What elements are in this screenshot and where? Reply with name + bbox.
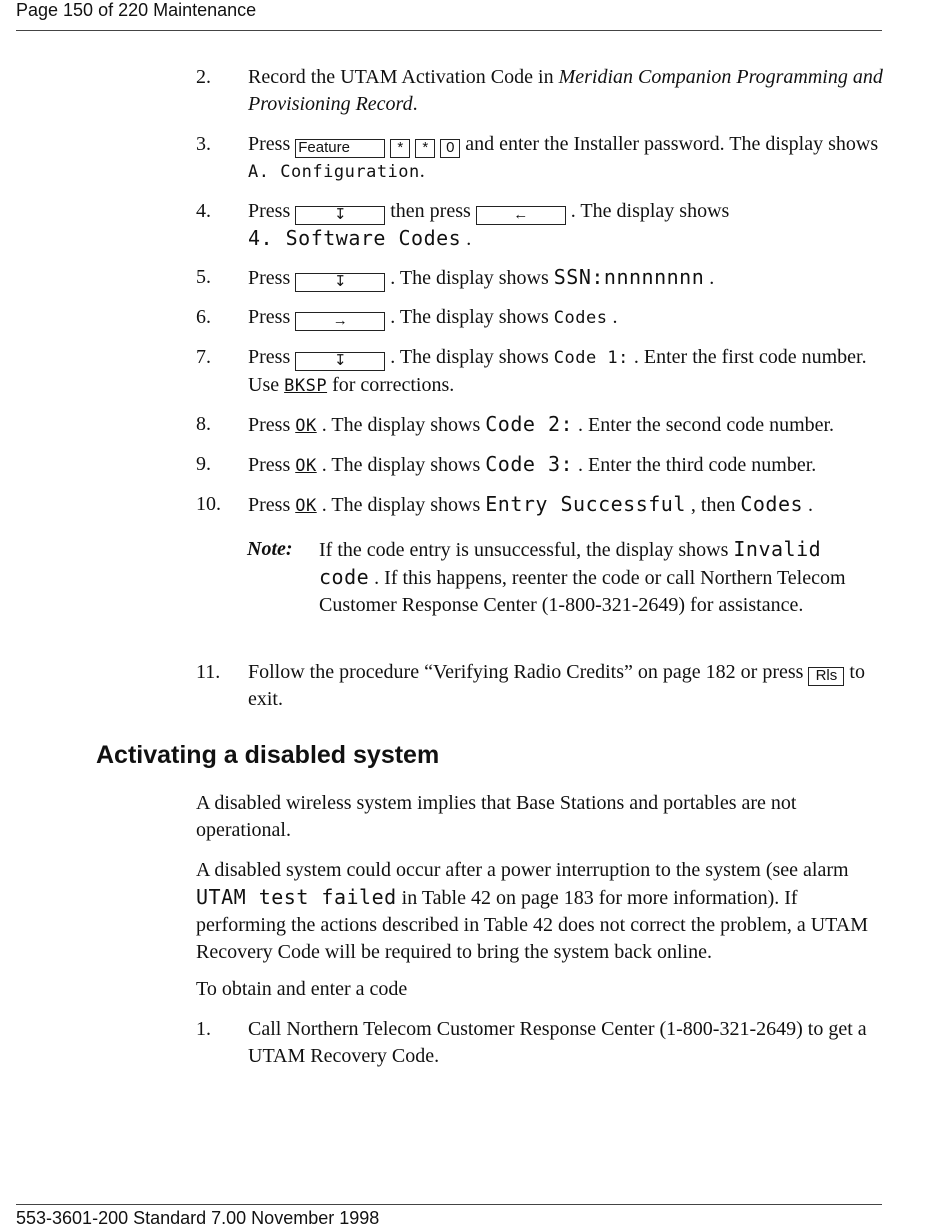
zero-key: 0 [440,139,460,158]
step-number: 3. [196,133,211,155]
text: A disabled system could occur after a power interruption to the system (see alarm [196,859,849,881]
page-header: Page 150 of 220 Maintenance [16,0,257,20]
text: . If this happens, reenter the code or call Northern Telecom Customer Response Center (1-800-321-2649) for assistance. [319,567,846,616]
display-text: Codes [553,308,608,328]
ok-softkey: OK [295,496,317,516]
text: Press [248,306,296,328]
text: . [704,267,715,289]
header-rule [16,30,882,31]
ok-softkey: OK [295,416,317,436]
text: Press [248,200,296,222]
down-key: ↧ [295,352,385,371]
step-text [248,659,888,713]
text: Press [248,454,296,476]
text: . The display shows [385,267,554,289]
step-number: 7. [196,346,211,368]
display-text: Entry Successful [485,492,686,516]
right-arrow-key: → [295,312,385,331]
paragraph: A disabled wireless system implies that Base Stations and portables are not operational. [196,792,797,841]
text: Press [248,346,296,368]
step-text [248,198,888,253]
down-key: ↧ [295,206,385,225]
text: . The display shows [316,414,486,436]
step-number: 2. [196,66,211,88]
section-heading: Activating a disabled system [96,741,440,769]
display-text: Invalid code [319,537,822,589]
text: . The display shows [385,306,554,328]
feature-key: Feature [295,139,385,158]
step-text [248,344,888,400]
text: . [803,494,814,516]
text: If the code entry is unsuccessful, the display shows [319,539,734,561]
down-key: ↧ [295,273,385,292]
step-number: 4. [196,200,211,222]
text: . The display shows [385,346,554,368]
display-text: A. Configuration [248,162,420,182]
paragraph: To obtain and enter a code [196,978,408,1000]
text: . Enter the second code number. [573,414,835,436]
text: Record the UTAM Activation Code in [248,66,559,88]
step-text [248,491,888,520]
text: Press [248,494,296,516]
text: . The display shows [565,200,730,222]
display-text: 4. Software Codes [248,226,462,250]
text: Press [248,267,296,289]
paragraph [196,857,886,966]
text: . The display shows [316,454,486,476]
record-title: Meridian Companion Programming and Provisioning Record [248,66,883,115]
star-key: * [390,139,410,158]
step-number: 6. [196,306,211,328]
text: for corrections. [327,374,455,396]
text: and enter the Installer password. The display shows [460,133,879,155]
text: Follow the procedure “Verifying Radio Credits” on page 182 or press [248,661,809,683]
text: in Table 42 on page 183 for more information). If performing the actions described in Table 42 does not correct the problem, a UTAM Recovery Code will be required to bring the system back online. [196,887,868,963]
display-text: UTAM test failed [196,885,397,909]
display-text: Code 3: [485,452,574,476]
step-number: 8. [196,413,211,435]
step-text [248,411,908,440]
step-text [248,64,888,118]
bksp-softkey: BKSP [284,376,328,396]
left-arrow-key: ← [476,206,566,225]
display-text: Code 1: [553,348,629,368]
text: Press [248,414,296,436]
step-text [248,304,888,332]
step-text [248,131,888,186]
step-text: Call Northern Telecom Customer Response Center (1-800-321-2649) to get a UTAM Recovery Code. [248,1018,867,1067]
display-text: SSN:nnnnnnnn [553,265,705,289]
step-number: 10. [196,493,221,515]
text: to exit. [248,661,865,710]
ok-softkey: OK [295,456,317,476]
step-number: 1. [196,1018,211,1040]
text: . [461,228,472,250]
note-label: Note: [247,538,293,560]
text: . [419,160,425,182]
text: . The display shows [316,494,486,516]
star-key: * [415,139,435,158]
step-number: 11. [196,661,221,683]
step-text [248,264,888,292]
text: . [412,93,418,115]
release-key: Rls [808,667,844,686]
text: . Enter the third code number. [573,454,817,476]
text: then press [385,200,476,222]
text: , then [685,494,741,516]
text: . [607,306,618,328]
page-footer: 553-3601-200 Standard 7.00 November 1998 [16,1208,380,1228]
step-number: 9. [196,453,211,475]
step-number: 5. [196,266,211,288]
step-text [248,451,888,480]
text: . Enter the first code number. Use [248,346,867,396]
text: Press [248,133,296,155]
display-text: Codes [740,492,804,516]
display-text: Code 2: [485,412,574,436]
footer-rule [16,1204,882,1205]
note-text [319,536,879,619]
